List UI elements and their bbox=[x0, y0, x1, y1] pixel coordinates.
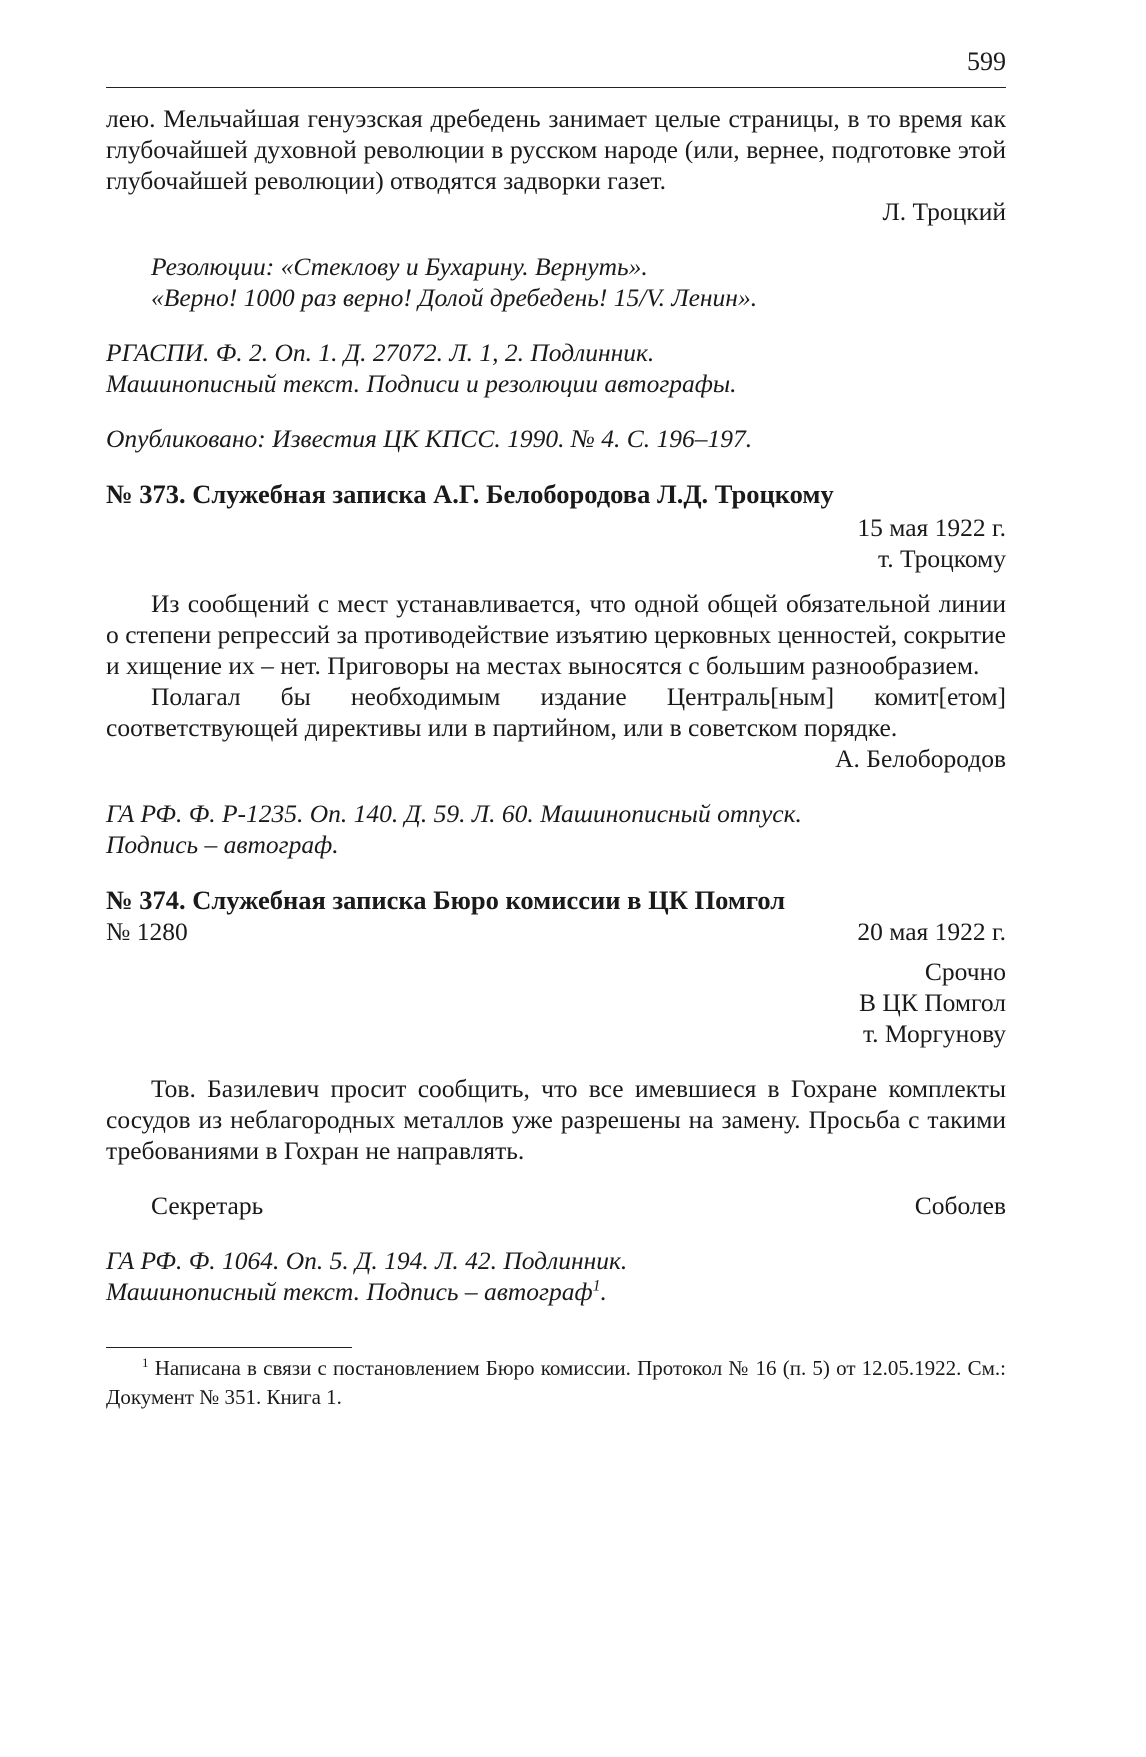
footnote-rule bbox=[106, 1347, 352, 1348]
page-number: 599 bbox=[967, 47, 1006, 76]
footnote-ref-marker[interactable]: 1 bbox=[592, 1277, 601, 1295]
doc-374-signature-row bbox=[106, 1190, 1006, 1221]
continued-text: лею. Мельчайшая генуэзская дребедень занимает целые страницы, в то время как глубочайшей духовной революции в русском народе (или, вернее, подготовке этой глубочайшей революции) отводятся задворки газет. bbox=[106, 104, 1006, 195]
doc-374-addressee-1: В ЦК Помгол bbox=[859, 988, 1006, 1017]
signature-trotsky: Л. Троцкий bbox=[882, 197, 1006, 226]
doc-374-addressee-2: т. Моргунову bbox=[862, 1019, 1006, 1048]
doc-374-paragraph-1: Тов. Базилевич просит сообщить, что все имевшиеся в Гохране комплекты сосудов из неблагородных металлов уже разрешены на замену. Просьба с такими требованиями в Гохран не направлять. bbox=[106, 1074, 1006, 1165]
doc-373-signature: А. Белобородов bbox=[835, 744, 1006, 773]
doc-373-archive-line-2: Подпись – автограф. bbox=[106, 830, 339, 859]
doc-374-secretary-name: Соболев bbox=[914, 1191, 1006, 1220]
doc-373-addressee: т. Троцкому bbox=[878, 544, 1006, 573]
archive-ref-line-1: РГАСПИ. Ф. 2. Оп. 1. Д. 27072. Л. 1, 2. Подлинник. bbox=[106, 338, 655, 367]
doc-374-heading: № 374. Служебная записка Бюро комиссии в ЦК Помгол bbox=[106, 885, 786, 915]
footnote bbox=[106, 1354, 1006, 1412]
doc-374-urgency: Срочно bbox=[924, 957, 1006, 986]
doc-373-paragraph-1: Из сообщений с мест устанавливается, что одной общей обязательной линии о степени репрессий за противодействие изъятию церковных ценностей, сокрытие и хищение их – нет. Приговоры на местах выносятся с большим разнообразием. bbox=[106, 589, 1006, 680]
page-content bbox=[106, 103, 1006, 1412]
doc-374-archive-line-2 bbox=[106, 1276, 1006, 1307]
doc-373-paragraph-2: Полагал бы необходимым издание Централь[ным] комит[етом] соответствующей директивы или в партийном, или в советском порядке. bbox=[106, 682, 1006, 742]
doc-374-secretary-label: Секретарь bbox=[151, 1191, 264, 1220]
resolution-line-2: «Верно! 1000 раз верно! Долой дребедень! 15/V. Ленин». bbox=[151, 283, 758, 312]
doc-374-date: 20 мая 1922 г. bbox=[857, 917, 1006, 946]
doc-374-archive-end: . bbox=[600, 1277, 607, 1306]
resolution-line-1: Резолюции: «Стеклову и Бухарину. Вернуть». bbox=[151, 252, 648, 281]
doc-373-heading: № 373. Служебная записка А.Г. Белобородова Л.Д. Троцкому bbox=[106, 479, 834, 509]
footnote-marker: 1 bbox=[142, 1355, 149, 1370]
doc-373-date: 15 мая 1922 г. bbox=[857, 513, 1006, 542]
archive-ref-line-2: Машинописный текст. Подписи и резолюции автографы. bbox=[106, 369, 737, 398]
doc-374-number-date-row bbox=[106, 916, 1006, 947]
footnote-text: Написана в связи с постановлением Бюро комиссии. Протокол № 16 (п. 5) от 12.05.1922. См.: Документ № 351. Книга 1. bbox=[106, 1356, 1007, 1409]
publication-ref: Опубликовано: Известия ЦК КПСС. 1990. № 4. С. 196–197. bbox=[106, 424, 753, 453]
doc-374-archive-text: Машинописный текст. Подпись – автограф bbox=[106, 1277, 593, 1306]
doc-374-number: № 1280 bbox=[106, 917, 188, 946]
header-rule bbox=[106, 87, 1006, 88]
document-page bbox=[106, 0, 1006, 1757]
doc-373-archive-line-1: ГА РФ. Ф. Р-1235. Оп. 140. Д. 59. Л. 60. Машинописный отпуск. bbox=[106, 799, 802, 828]
doc-374-archive-line-1: ГА РФ. Ф. 1064. Оп. 5. Д. 194. Л. 42. Подлинник. bbox=[106, 1246, 628, 1275]
